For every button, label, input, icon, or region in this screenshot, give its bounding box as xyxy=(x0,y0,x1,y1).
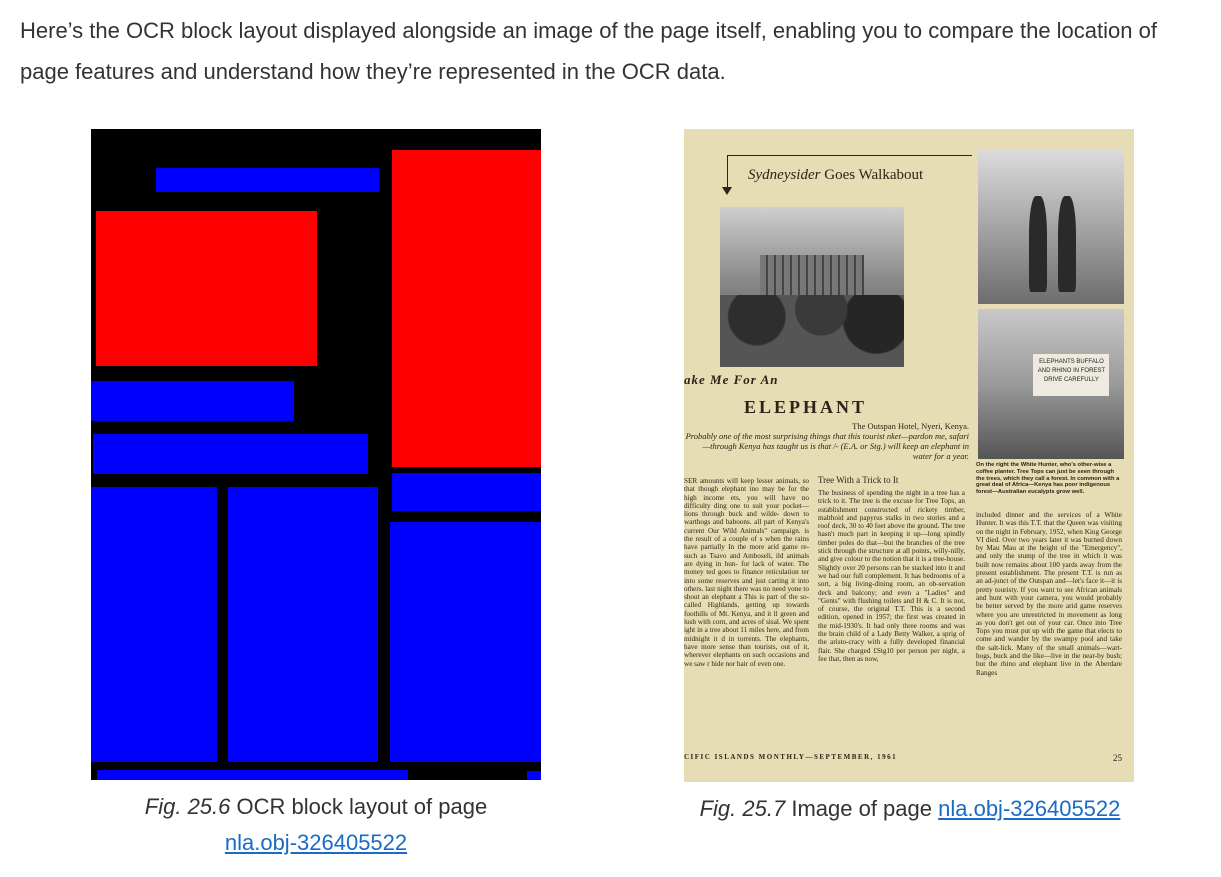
article-column-2 xyxy=(818,475,965,747)
page-footer xyxy=(684,753,1122,761)
ocr-text-block xyxy=(527,771,541,780)
ocr-block-layout-image xyxy=(91,129,541,780)
road-sign-photo xyxy=(978,309,1124,459)
footer-text: CIFIC ISLANDS MONTHLY—SEPTEMBER, 1961 xyxy=(684,753,898,761)
road-sign: ELEPHANTS BUFFALO AND RHINO IN FOREST DRIVE CAREFULLY xyxy=(1033,354,1109,396)
hunter-figure xyxy=(1058,196,1076,292)
standfirst-place: The Outspan Hotel, Nyeri, Kenya. xyxy=(852,421,969,431)
arrow-line xyxy=(727,155,972,156)
ocr-text-block xyxy=(93,434,368,474)
standfirst-italic: Probably one of the most surprising things that this tourist nket—pardon me, safari—through Kenya has taught us is that /- (E.A. or Stg.) will keep an elephant in water for a year. xyxy=(685,431,969,461)
hunters-photo xyxy=(978,149,1124,304)
standfirst xyxy=(684,421,969,461)
figure-number: Fig. 25.7 xyxy=(699,796,786,821)
ocr-text-block xyxy=(91,381,294,421)
headline-small: ake Me For An xyxy=(684,372,779,387)
figure-caption-text: Image of page xyxy=(785,796,939,821)
figure-number: Fig. 25.6 xyxy=(144,794,231,819)
article-title xyxy=(748,167,923,184)
foliage-graphic xyxy=(720,295,904,367)
column-2-text: The business of spending the night in a tree has a trick to it. The tree is the excuse for Tree Tops, an establishment constructed of rickety timber, malthoid and papyrus stalks in two stories and a roof deck, 30 to 40 feet above the ground. The tree hasn't much part in keeping it up—long spindly timber poles do that—but the branches of the tree stick through the structure at all points, willy-nilly, and give colour to the notion that it is a tree-house. Slightly over 20 persons can be stacked into it and we had our full complement. It has bedrooms of a sort, a big living-dining room, an ob-servation deck and balcony; and even a "Ladies" and "Gents" with flushing toilets and H & C. It is not, of course, the original T.T. This is a second edition, opened in 1957; the first was created in the mid-1930's. It had only three rooms and was the brain child of a Lady Betty Walker, a sprig of the aristo-cracy with a fully developed financial flair. She charged £Stg10 per person per night, a fee that, then as now, xyxy=(818,489,965,663)
page-link[interactable]: nla.obj-326405522 xyxy=(224,830,408,855)
intro-paragraph: Here’s the OCR block layout displayed alongside an image of the page itself, enabling you to compare the location of page features and understand how they’re represented in the OCR data. xyxy=(20,18,1157,84)
figure-25-6-caption xyxy=(100,789,532,861)
page-link[interactable]: nla.obj-326405522 xyxy=(938,796,1121,821)
photo-caption: On the right the White Hunter, who's other-wise a coffee planter. Tree Tops can just be seen through the trees, which they call a forest. In common with a great deal of Africa—Kenya has poor indigenous forest—Australian eucalypts grow well. xyxy=(976,462,1120,496)
figure-caption-text: OCR block layout of page xyxy=(230,794,488,819)
ocr-text-block xyxy=(91,487,217,762)
article-title-script: Sydneysider xyxy=(748,167,821,183)
ocr-text-block xyxy=(392,473,541,511)
page-number: 25 xyxy=(1113,753,1122,763)
hunter-figure xyxy=(1029,196,1047,292)
headline-big: ELEPHANT xyxy=(744,397,868,417)
ocr-text-block xyxy=(228,487,378,762)
arrow-head-icon xyxy=(722,187,732,195)
ocr-text-block xyxy=(390,522,541,762)
ocr-text-block xyxy=(156,168,379,192)
ocr-image-block xyxy=(96,211,317,366)
article-title-rest: Goes Walkabout xyxy=(820,167,924,183)
magazine-page-image xyxy=(684,129,1134,782)
arrow-line xyxy=(727,155,728,191)
ocr-image-block xyxy=(392,150,541,467)
article-column-1: SER amounts will keep lesser animals, so that though elephant ino may be for the high income ets, you will have no difficulty ding one to suit your pocket—lions through buck and wilde- down to warthogs and baboons. all part of Kenya's current Our Wild Animals" campaign. is the result of a couple of s when the rains have partially In the more arid game re- such as Tsavo and Amboseli, ild animals are dying in hun- for lack of water. The money ted goes to finance reticulation ter into some reserves and just carting it into others. last night there was no need yone to shout an elephant a This is part of the so-called Highlands, getting up towards foothills of Mt. Kenya, and it ll green and lush with corn, and acres of sisal. We spent ight in a tree about 11 miles here, and from midnight it d in torrents. The elephants, have more sense than tourists, out of it, wherever elephants on such occasions and we saw r hide nor hair of even one. xyxy=(684,477,809,668)
column-subheading: Tree With a Trick to It xyxy=(818,475,899,485)
tree-tops-photo xyxy=(720,207,904,367)
article-column-3: included dinner and the services of a White Hunter. It was this T.T. that the Queen was visiting on the night in February, 1952, when King George VI died. Over two years later it was burned down by Mau Mau at the height of the "Emergency", and only the stump of the tree in which it was built now remains about 100 yards away from the present establishment. The present T.T. is run as an ad-junct of the Outspan and—let's face it—it is pretty touristy. If you want to see African animals and hunt with your camera, you would probably be better served by the more arid game reserves where you are unrestricted in movement as long as you don't get out of your car. Once into Tree Tops you must put up with the game that elects to come and wander by the swampy pool and take the salt-lick. Many of the small animals—wart-hogs, buck and the like—live in the near-by bush; but the rhino and elephant live in the Aberdare Ranges xyxy=(976,511,1122,677)
ocr-text-block xyxy=(97,770,408,780)
figure-25-7-caption xyxy=(660,791,1160,827)
